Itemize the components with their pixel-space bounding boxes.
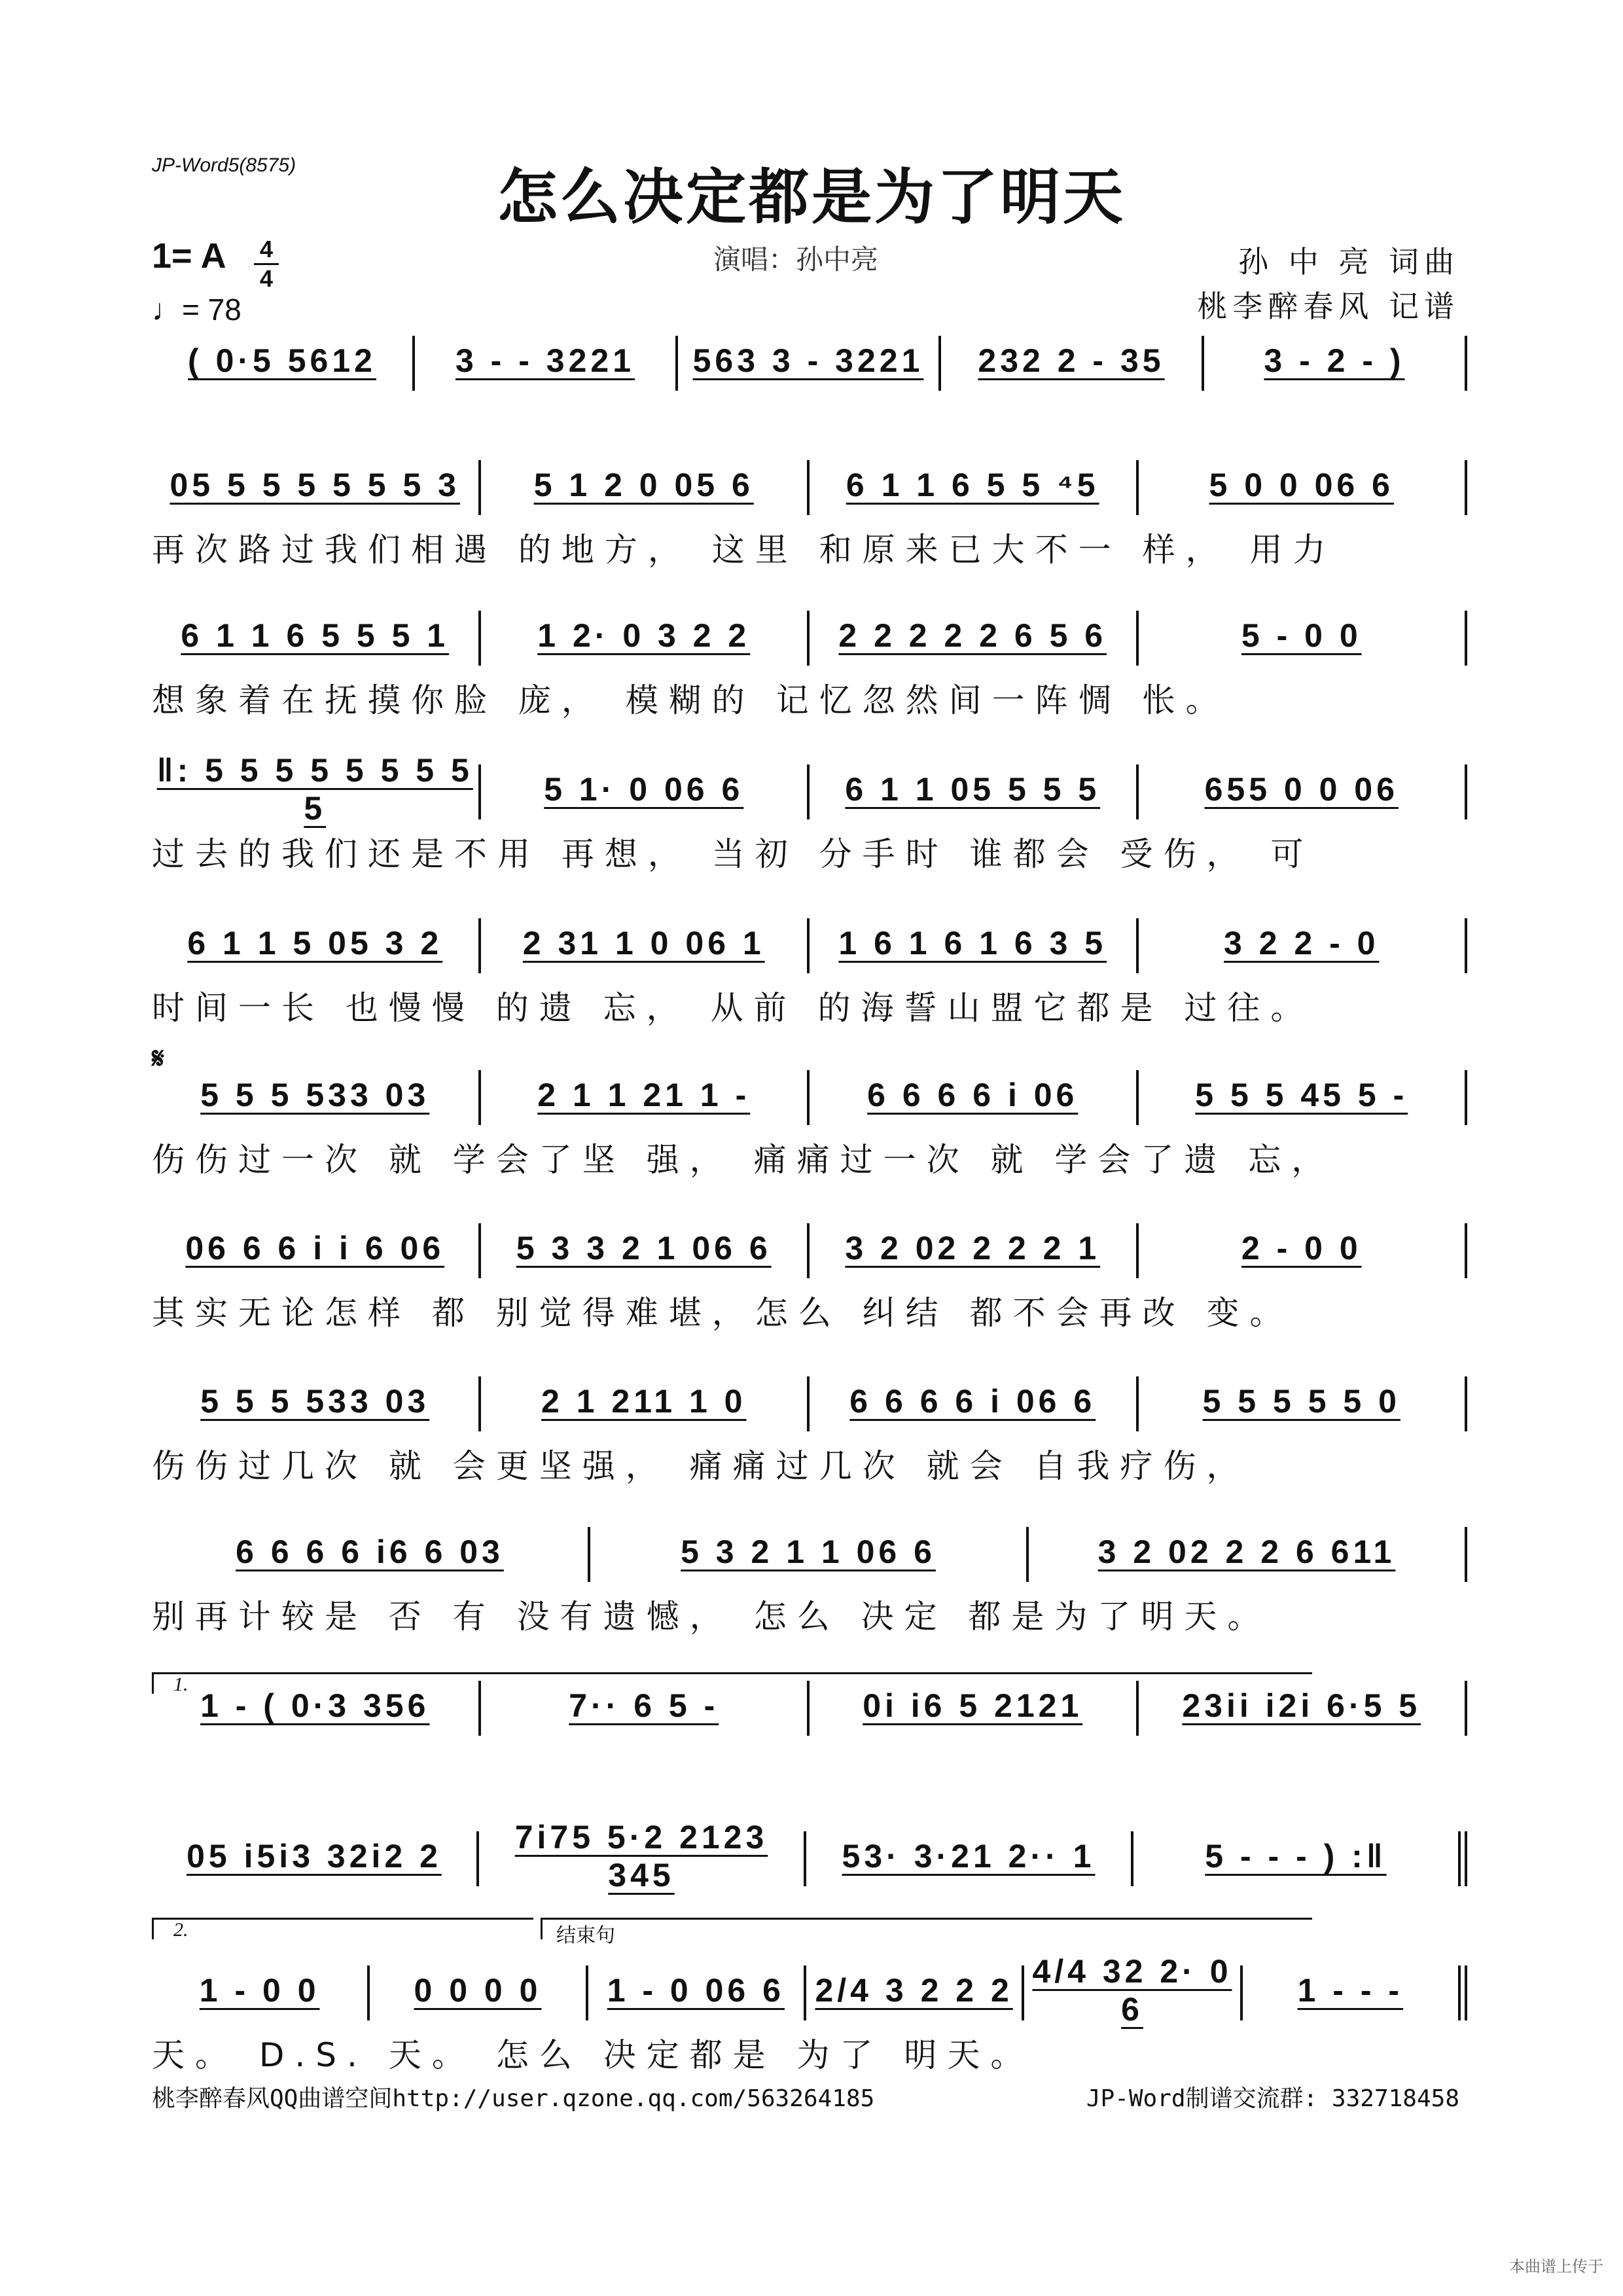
segno-sign: 𝄋 (152, 1042, 164, 1075)
measure: 3 2 02 2 2 6 611 (1097, 1534, 1396, 1570)
measure: 2 2 2 2 2 6 5 6 (838, 617, 1107, 654)
volta-2-bracket (152, 1918, 533, 1939)
measure: 1 - - - (1297, 1972, 1404, 2009)
barline (1465, 1070, 1467, 1125)
notes-line (152, 1819, 1467, 1893)
measure: 232 2 - 35 (978, 342, 1165, 379)
measure: 5 1· 0 06 6 (544, 771, 744, 808)
footer-left: 桃李醉春风QQ曲谱空间http://user.qzone.qq.com/563264185 (152, 2085, 875, 2112)
measure: 5 5 5 533 03 (200, 1383, 430, 1420)
coda-bracket (541, 1918, 1312, 1939)
lyric-line: 过去的我们还是不用 再想， 当初 分手时 谁都会 受伤， 可 (152, 835, 1314, 873)
singer-credit: 演唱：孙中亮 (713, 243, 879, 276)
upload-stamp: 本曲谱上传于 (1509, 2257, 1603, 2276)
barline (1465, 460, 1467, 515)
measure: 7·· 6 5 - (569, 1687, 719, 1724)
lyric-line: 天。 D.S. 天。 怎么 决定都是 为了 明天。 (152, 2036, 1034, 2074)
lyric-line: 伤伤过几次 就 会更坚强， 痛痛过几次 就会 自我疗伤， (152, 1447, 1250, 1485)
measure: 6 6 6 6 i 06 (867, 1077, 1079, 1113)
measure: 5 3 2 1 1 06 6 (681, 1534, 936, 1570)
lyric-line: 想象着在抚摸你脸 庞， 模糊的 记忆忽然间一阵惆 怅。 (152, 681, 1229, 719)
barline (1458, 1965, 1467, 2020)
measure: 2 1 1 21 1 - (537, 1077, 751, 1113)
barline (1465, 1376, 1467, 1431)
measure: 1 - ( 0·3 356 (200, 1687, 430, 1724)
key-signature: 1= A (152, 236, 226, 276)
measure: 2 31 1 0 06 1 (522, 925, 765, 961)
song-title: 怎么决定都是为了明天 (497, 162, 1126, 232)
measure: 3 2 2 - 0 (1224, 925, 1380, 961)
measure: 23ii i2i 6·5 5 (1182, 1687, 1421, 1724)
lyricist-composer-credit: 孙 中 亮 词曲 (1238, 244, 1459, 279)
footer-right: JP-Word制谱交流群: 332718458 (1086, 2085, 1459, 2112)
measure: 5 - - - ) :‖ (1205, 1838, 1387, 1874)
measure: 5 0 0 06 6 (1209, 467, 1394, 503)
measure: 2 1 211 1 0 (541, 1383, 747, 1420)
measure: 3 - 2 - ) (1264, 342, 1405, 379)
measure: 05 5 5 5 5 5 5 3 (169, 467, 460, 503)
barline (1465, 1527, 1467, 1582)
measure: 1 2· 0 3 2 2 (537, 617, 751, 654)
measure: 0i i6 5 2121 (863, 1687, 1083, 1724)
measure: 1 6 1 6 1 6 3 5 (838, 925, 1107, 961)
notes-line (152, 458, 1467, 517)
measure: 5 5 5 45 5 - (1195, 1077, 1408, 1113)
measure: 1 - 0 0 (199, 1972, 320, 2009)
measure: 3 - - 3221 (455, 342, 635, 379)
tempo-mark: ♩= 78 (152, 293, 241, 327)
barline (1465, 918, 1467, 973)
measure: 655 0 0 06 (1204, 771, 1399, 808)
measure: 2/4 3 2 2 2 (815, 1972, 1013, 2009)
notes-line (152, 1953, 1467, 2028)
measure: ‖: 5 5 5 5 5 5 5 5 5 (156, 752, 473, 827)
measure: 5 5 5 5 5 0 (1202, 1383, 1400, 1420)
notes-line (152, 1679, 1467, 1738)
volta-2-label: 2. (173, 1919, 188, 1941)
measure: 3 2 02 2 2 2 1 (845, 1230, 1101, 1266)
notes-line (152, 334, 1467, 393)
coda-label: 结束句 (556, 1924, 615, 1947)
barline (1465, 1223, 1467, 1278)
measure: 4/4 32 2· 0 6 (1032, 1953, 1232, 2028)
lyric-line: 其实无论怎样 都 别觉得难堪，怎么 纠结 都不会再改 变。 (152, 1294, 1293, 1332)
measure: 53· 3·21 2·· 1 (842, 1838, 1096, 1874)
measure: 2 - 0 0 (1241, 1230, 1362, 1266)
measure: 6 6 6 6 i 06 6 (849, 1383, 1096, 1420)
measure: 563 3 - 3221 (692, 342, 924, 379)
barline (1465, 336, 1467, 391)
time-top: 4 (259, 236, 274, 262)
lyric-line: 再次路过我们相遇 的地方， 这里 和原来已大不一 样， 用力 (152, 531, 1336, 569)
notes-line (152, 609, 1467, 668)
measure: 5 1 2 0 05 6 (533, 467, 754, 503)
measure: 5 - 0 0 (1241, 617, 1362, 654)
barline (1458, 1831, 1467, 1886)
notes-line (152, 1525, 1467, 1584)
measure: 06 6 6 i i 6 06 (185, 1230, 445, 1266)
transcriber-credit: 桃李醉春风 记谱 (1197, 289, 1459, 324)
lyric-line: 伤伤过一次 就 学会了坚 强， 痛痛过一次 就 学会了遗 忘， (152, 1141, 1335, 1179)
measure: 1 - 0 06 6 (607, 1972, 785, 2009)
measure: 6 1 1 6 5 5 5 1 (181, 617, 450, 654)
notes-line (152, 916, 1467, 975)
volta-1-label: 1. (173, 1674, 188, 1695)
notes-line (152, 1374, 1467, 1433)
measure: 05 i5i3 32i2 2 (187, 1838, 442, 1874)
notes-line (152, 1068, 1467, 1127)
measure: 6 1 1 5 05 3 2 (187, 925, 443, 961)
measure: ( 0·5 5612 (188, 342, 376, 379)
lyric-line: 别再计较是 否 有 没有遗憾， 怎么 决定 都是为了明天。 (152, 1598, 1271, 1636)
software-label: JP-Word5(8575) (152, 154, 296, 176)
measure: 0 0 0 0 (414, 1972, 542, 2009)
measure: 6 6 6 6 i6 6 03 (236, 1534, 504, 1570)
measure: 7i75 5·2 2123 345 (514, 1819, 768, 1893)
time-bottom: 4 (259, 265, 274, 292)
lyric-line: 时间一长 也慢慢 的遗 忘， 从前 的海誓山盟它都是 过往。 (152, 989, 1314, 1027)
notes-line (152, 752, 1467, 827)
time-signature (251, 237, 281, 291)
measure: 5 5 5 533 03 (200, 1077, 430, 1113)
notes-line (152, 1221, 1467, 1280)
measure: 5 3 3 2 1 06 6 (516, 1230, 772, 1266)
measure: 6 1 1 05 5 5 5 (845, 771, 1101, 808)
barline (1465, 764, 1467, 819)
barline (1465, 1681, 1467, 1736)
measure: 6 1 1 6 5 5 ⁴5 (846, 467, 1099, 503)
barline (1465, 611, 1467, 666)
